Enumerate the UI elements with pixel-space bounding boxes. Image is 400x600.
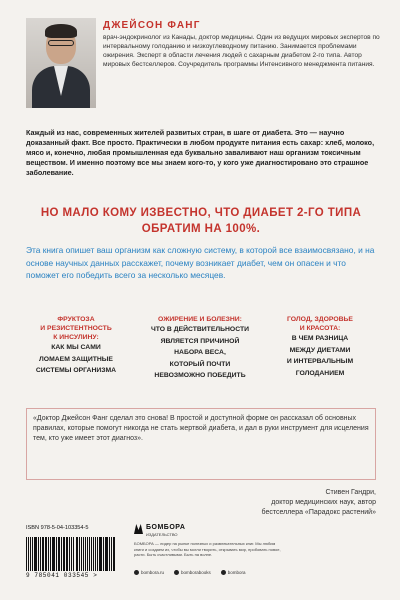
- publisher-subtitle: ИЗДАТЕЛЬСТВО: [146, 532, 178, 537]
- barcode-bar: [106, 537, 108, 571]
- barcode-bar: [83, 537, 84, 571]
- feature-column-1: [22, 315, 130, 377]
- barcode-bar: [103, 537, 104, 571]
- feature-text-line: ЧТО В ДЕЙСТВИТЕЛЬНОСТИ: [151, 326, 249, 333]
- barcode-bar: [28, 537, 29, 571]
- headline-line-2: ОБРАТИМ НА 100%.: [141, 223, 261, 235]
- publisher-logo-icon: [134, 524, 143, 534]
- barcode-bar: [52, 537, 53, 571]
- barcode-bar: [53, 537, 55, 571]
- feature-column-text: [266, 333, 374, 379]
- headline-line-1: НО МАЛО КОМУ ИЗВЕСТНО, ЧТО ДИАБЕТ 2-ГО ТИПА: [40, 207, 362, 219]
- author-photo-hair: [45, 24, 77, 38]
- feature-text-line: В ЧЕМ РАЗНИЦА: [291, 335, 349, 342]
- feature-text-line: КОТОРЫЙ ПОЧТИ: [169, 360, 231, 368]
- social-link-label: bombora: [227, 570, 246, 575]
- barcode-bar: [73, 537, 74, 571]
- feature-column-title: [22, 315, 130, 342]
- barcode-bar: [38, 537, 39, 571]
- barcode-bar: [32, 537, 33, 571]
- quote-author: [230, 488, 376, 518]
- social-link-website[interactable]: [134, 570, 164, 575]
- barcode-bar: [85, 537, 86, 571]
- feature-text-line: НЕВОЗМОЖНО ПОБЕДИТЬ: [154, 372, 246, 379]
- author-photo-glasses: [48, 40, 74, 46]
- publisher-description: БОМБОРА — лидер на рынке полезных и развлекательных книг. Мы любим книги и создаем их, чтобы вы могли творить, открывать мир, пробовать новое, расти. Быть счастливыми. Быть на волне.: [134, 541, 281, 557]
- feature-text-line: ГОЛОДАНИЕМ: [295, 369, 345, 377]
- feature-column-title: [266, 315, 374, 333]
- barcode-bar: [69, 537, 70, 571]
- barcode-bar: [50, 537, 51, 571]
- barcode-bar: [59, 537, 60, 571]
- barcode-bar: [89, 537, 91, 571]
- feature-column-text: [22, 342, 130, 377]
- feature-text-line: НАБОРА ВЕСА,: [174, 349, 226, 356]
- feature-text-line: МЕЖДУ ДИЕТАМИ: [289, 346, 351, 354]
- social-link-instagram[interactable]: [174, 570, 211, 575]
- barcode-bar: [113, 537, 114, 571]
- feature-text-line: КАК МЫ САМИ: [51, 344, 101, 351]
- barcode-bar: [43, 537, 44, 571]
- feature-text-line: И ИНТЕРВАЛЬНЫМ: [286, 358, 354, 365]
- barcode-bar: [56, 537, 57, 571]
- barcode-bar: [34, 537, 35, 571]
- feature-title-line: К ИНСУЛИНУ:: [53, 334, 99, 341]
- quote-author-name: Стивен Гандри,: [325, 489, 376, 496]
- instagram-icon: [174, 570, 179, 575]
- barcode-bar: [63, 537, 64, 571]
- vk-icon: [221, 570, 226, 575]
- barcode-bar: [45, 537, 46, 571]
- quote-box: [26, 408, 376, 480]
- social-links: [134, 570, 246, 575]
- feature-column-2: [146, 315, 254, 382]
- isbn: ISBN 978-5-04-103354-5: [26, 525, 89, 531]
- quote-author-title: доктор медицинских наук, автор: [271, 499, 376, 506]
- social-link-vk[interactable]: [221, 570, 246, 575]
- barcode-bar: [114, 537, 115, 571]
- quote-author-title: бестселлера «Парадокс растений»: [261, 509, 376, 516]
- barcode-bar: [81, 537, 82, 571]
- barcode-bar: [67, 537, 68, 571]
- barcode-bar: [48, 537, 49, 571]
- feature-text-line: ЯВЛЯЕТСЯ ПРИЧИНОЙ: [160, 337, 240, 345]
- barcode-bar: [109, 537, 110, 571]
- barcode-bar: [111, 537, 112, 571]
- barcode-bar: [76, 537, 77, 571]
- barcode-bar: [35, 537, 37, 571]
- barcode-bar: [105, 537, 106, 571]
- barcode-bar: [93, 537, 94, 571]
- author-bio: врач-эндокринолог из Канады, доктор медицины. Один из ведущих мировых экспертов по интервальному голоданию и низкоуглеводному питанию. Занимается проблемами ожирения. Эксперт в области лечения людей с сахарным диабетом 2-го типа. Автор мировых бестселлеров. Соучредитель программы Интенсивного менеджмента питания.: [103, 34, 380, 68]
- barcode-bar: [91, 537, 92, 571]
- barcode-bar: [61, 537, 62, 571]
- feature-column-3: [266, 315, 374, 379]
- blue-paragraph: Эта книга опишет ваш организм как сложную систему, в которой все взаимосвязано, и на основе научных данных расскажет, почему возникает диабет, чем он опасен и что поможет его победить всего за несколько месяцев.: [26, 245, 375, 280]
- feature-title-line: ФРУКТОЗА: [57, 316, 95, 323]
- quote-text: «Доктор Джейсон Фанг сделал это снова! В простой и доступной форме он рассказал об основных правилах, которые помогут никогда не стать жертвой диабета, и дал в руки инструмент для исцеления тем, кто уже имеет этот диагноз».: [33, 415, 369, 442]
- barcode-bar: [42, 537, 43, 571]
- barcode-bar: [26, 537, 27, 571]
- author-name: ДЖЕЙСОН ФАНГ: [103, 20, 201, 31]
- barcode-bar: [40, 537, 41, 571]
- feature-text-line: СИСТЕМЫ ОРГАНИЗМА: [35, 367, 117, 374]
- author-photo: [26, 18, 96, 108]
- social-link-label: bomborabooks: [181, 570, 211, 575]
- feature-title-line: И КРАСОТА:: [299, 325, 341, 332]
- publisher-name: БОМБОРА: [146, 524, 186, 531]
- barcode-bar: [66, 537, 67, 571]
- feature-title-line: И РЕЗИСТЕНТНОСТЬ: [40, 325, 112, 332]
- barcode-bar: [77, 537, 78, 571]
- barcode-bar: [97, 537, 98, 571]
- feature-title-line: ГОЛОД, ЗДОРОВЬЕ: [287, 316, 353, 323]
- feature-text-line: ЛОМАЕМ ЗАЩИТНЫЕ: [39, 355, 113, 363]
- social-link-label: bombora.ru: [141, 570, 165, 575]
- headline: [26, 205, 376, 237]
- feature-column-text: [146, 324, 254, 382]
- barcode-bar: [58, 537, 59, 571]
- feature-column-title: [146, 315, 254, 324]
- intro-paragraph: Каждый из нас, современных жителей развитых стран, в шаге от диабета. Это — научно доказанный факт. Все просто. Практически в любом продукте питания есть сахар: хлеб, молоко, мясо и, конечно, любая промышленная еда буквально заваливают наш организм токсичным веществом. И именно поэтому все мы знаем кого-то, у кого уже диагностировано это страшное заболевание.: [26, 128, 375, 177]
- barcode-bar: [87, 537, 88, 571]
- globe-icon: [134, 570, 139, 575]
- feature-title-line: ОЖИРЕНИЕ И БОЛЕЗНИ:: [158, 316, 242, 323]
- barcode-bar: [30, 537, 31, 571]
- barcode-bar: [100, 537, 101, 571]
- barcode-bar: [95, 537, 96, 571]
- barcode-bar: [99, 537, 100, 571]
- barcode-number: 9 785041 033545 >: [26, 572, 98, 579]
- barcode-bar: [71, 537, 73, 571]
- barcode: [26, 533, 116, 571]
- barcode-bar: [79, 537, 80, 571]
